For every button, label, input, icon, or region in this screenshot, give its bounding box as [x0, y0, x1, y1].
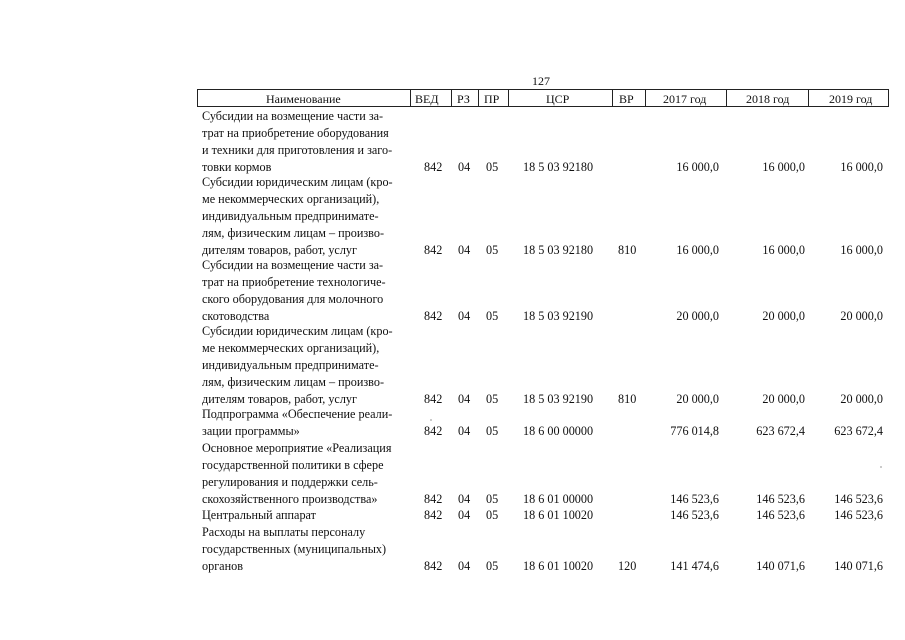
row-name-line: ме некоммерческих организаций), — [202, 341, 380, 355]
column-header-pr: ПР — [484, 92, 500, 106]
row-name-line: регулирования и поддержки сель- — [202, 475, 378, 489]
row-name — [202, 108, 412, 176]
row-name-line: государственных (муниципальных) — [202, 542, 387, 556]
row-name-line: Субсидии на возмещение части за- — [202, 109, 384, 123]
cell-vr: 810 — [618, 392, 637, 406]
column-header-2019: 2019 год — [829, 92, 873, 106]
cell-csr: 18 5 03 92180 — [523, 243, 594, 257]
column-header-ved: ВЕД — [415, 92, 439, 106]
cell-2018: 146 523,6 — [756, 508, 805, 522]
cell-2018: 16 000,0 — [762, 160, 805, 174]
row-name-line: органов — [202, 559, 243, 573]
row-name — [202, 174, 412, 259]
row-name — [202, 406, 412, 440]
column-divider — [508, 90, 509, 106]
row-name — [202, 524, 412, 575]
cell-2017: 146 523,6 — [670, 492, 719, 506]
table-header — [197, 89, 889, 107]
row-name — [202, 257, 412, 325]
row-name-line: Центральный аппарат — [202, 508, 316, 522]
column-header-2018: 2018 год — [746, 92, 790, 106]
row-name-line: Расходы на выплаты персоналу — [202, 525, 366, 539]
cell-ved: 842 — [424, 243, 443, 257]
scan-speck — [430, 419, 432, 421]
cell-csr: 18 6 01 10020 — [523, 559, 594, 573]
row-name-line: Субсидии юридическим лицам (кро- — [202, 175, 393, 189]
cell-vr: 120 — [618, 559, 637, 573]
cell-pr: 05 — [486, 492, 499, 506]
cell-rz: 04 — [458, 424, 471, 438]
cell-pr: 05 — [486, 424, 499, 438]
cell-2017: 141 474,6 — [670, 559, 719, 573]
row-name — [202, 440, 412, 508]
cell-ved: 842 — [424, 392, 443, 406]
cell-rz: 04 — [458, 559, 471, 573]
column-divider — [612, 90, 613, 106]
cell-2019: 16 000,0 — [840, 243, 883, 257]
row-name-line: ме некоммерческих организаций), — [202, 192, 380, 206]
row-name-line: и техники для приготовления и заго- — [202, 143, 393, 157]
column-header-csr: ЦСР — [546, 92, 570, 106]
cell-2017: 776 014,8 — [670, 424, 719, 438]
cell-2017: 20 000,0 — [676, 392, 719, 406]
cell-2019: 623 672,4 — [834, 424, 883, 438]
row-name-line: государственной политики в сфере — [202, 458, 384, 472]
cell-2018: 20 000,0 — [762, 309, 805, 323]
cell-2018: 623 672,4 — [756, 424, 805, 438]
row-name-line: дителям товаров, работ, услуг — [202, 392, 358, 406]
row-name-line: Подпрограмма «Обеспечение реали- — [202, 407, 393, 421]
cell-pr: 05 — [486, 243, 499, 257]
cell-2019: 16 000,0 — [840, 160, 883, 174]
cell-pr: 05 — [486, 508, 499, 522]
cell-2018: 140 071,6 — [756, 559, 805, 573]
row-name-line: скотоводства — [202, 309, 270, 323]
row-name-line: зации программы» — [202, 424, 300, 438]
cell-2019: 146 523,6 — [834, 508, 883, 522]
row-name-line: индивидуальным предпринимате- — [202, 358, 379, 372]
column-header-vr: ВР — [619, 92, 634, 106]
cell-rz: 04 — [458, 243, 471, 257]
row-name — [202, 323, 412, 408]
cell-csr: 18 6 00 00000 — [523, 424, 594, 438]
column-header-name: Наименование — [266, 92, 341, 106]
row-name-line: трат на приобретение технологиче- — [202, 275, 386, 289]
cell-vr: 810 — [618, 243, 637, 257]
cell-csr: 18 6 01 10020 — [523, 508, 594, 522]
cell-rz: 04 — [458, 309, 471, 323]
cell-pr: 05 — [486, 392, 499, 406]
column-divider — [451, 90, 452, 106]
cell-2017: 16 000,0 — [676, 243, 719, 257]
cell-rz: 04 — [458, 160, 471, 174]
row-name-line: трат на приобретение оборудования — [202, 126, 389, 140]
cell-2019: 146 523,6 — [834, 492, 883, 506]
scan-speck — [880, 466, 882, 468]
cell-ved: 842 — [424, 309, 443, 323]
row-name — [202, 507, 412, 524]
cell-ved: 842 — [424, 492, 443, 506]
page-number: 127 — [532, 74, 550, 88]
column-header-2017: 2017 год — [663, 92, 707, 106]
cell-pr: 05 — [486, 559, 499, 573]
cell-ved: 842 — [424, 424, 443, 438]
row-name-line: Субсидии на возмещение части за- — [202, 258, 384, 272]
column-divider — [478, 90, 479, 106]
cell-ved: 842 — [424, 559, 443, 573]
cell-2019: 20 000,0 — [840, 392, 883, 406]
cell-csr: 18 5 03 92190 — [523, 392, 594, 406]
column-header-rz: РЗ — [457, 92, 470, 106]
row-name-line: ского оборудования для молочного — [202, 292, 384, 306]
cell-pr: 05 — [486, 160, 499, 174]
cell-ved: 842 — [424, 160, 443, 174]
cell-2018: 20 000,0 — [762, 392, 805, 406]
row-name-line: лям, физическим лицам – произво- — [202, 375, 385, 389]
column-divider — [645, 90, 646, 106]
row-name-line: товки кормов — [202, 160, 272, 174]
row-name-line: Субсидии юридическим лицам (кро- — [202, 324, 393, 338]
row-name-line: индивидуальным предпринимате- — [202, 209, 379, 223]
cell-2017: 16 000,0 — [676, 160, 719, 174]
row-name-line: скохозяйственного производства» — [202, 492, 378, 506]
row-name-line: Основное мероприятие «Реализация — [202, 441, 392, 455]
cell-rz: 04 — [458, 492, 471, 506]
cell-csr: 18 5 03 92180 — [523, 160, 594, 174]
cell-2019: 140 071,6 — [834, 559, 883, 573]
column-divider — [410, 90, 411, 106]
row-name-line: лям, физическим лицам – произво- — [202, 226, 385, 240]
cell-rz: 04 — [458, 392, 471, 406]
cell-2018: 146 523,6 — [756, 492, 805, 506]
cell-2018: 16 000,0 — [762, 243, 805, 257]
cell-rz: 04 — [458, 508, 471, 522]
cell-ved: 842 — [424, 508, 443, 522]
cell-2019: 20 000,0 — [840, 309, 883, 323]
column-divider — [726, 90, 727, 106]
cell-csr: 18 5 03 92190 — [523, 309, 594, 323]
cell-2017: 20 000,0 — [676, 309, 719, 323]
cell-csr: 18 6 01 00000 — [523, 492, 594, 506]
cell-2017: 146 523,6 — [670, 508, 719, 522]
row-name-line: дителям товаров, работ, услуг — [202, 243, 358, 257]
column-divider — [808, 90, 809, 106]
cell-pr: 05 — [486, 309, 499, 323]
